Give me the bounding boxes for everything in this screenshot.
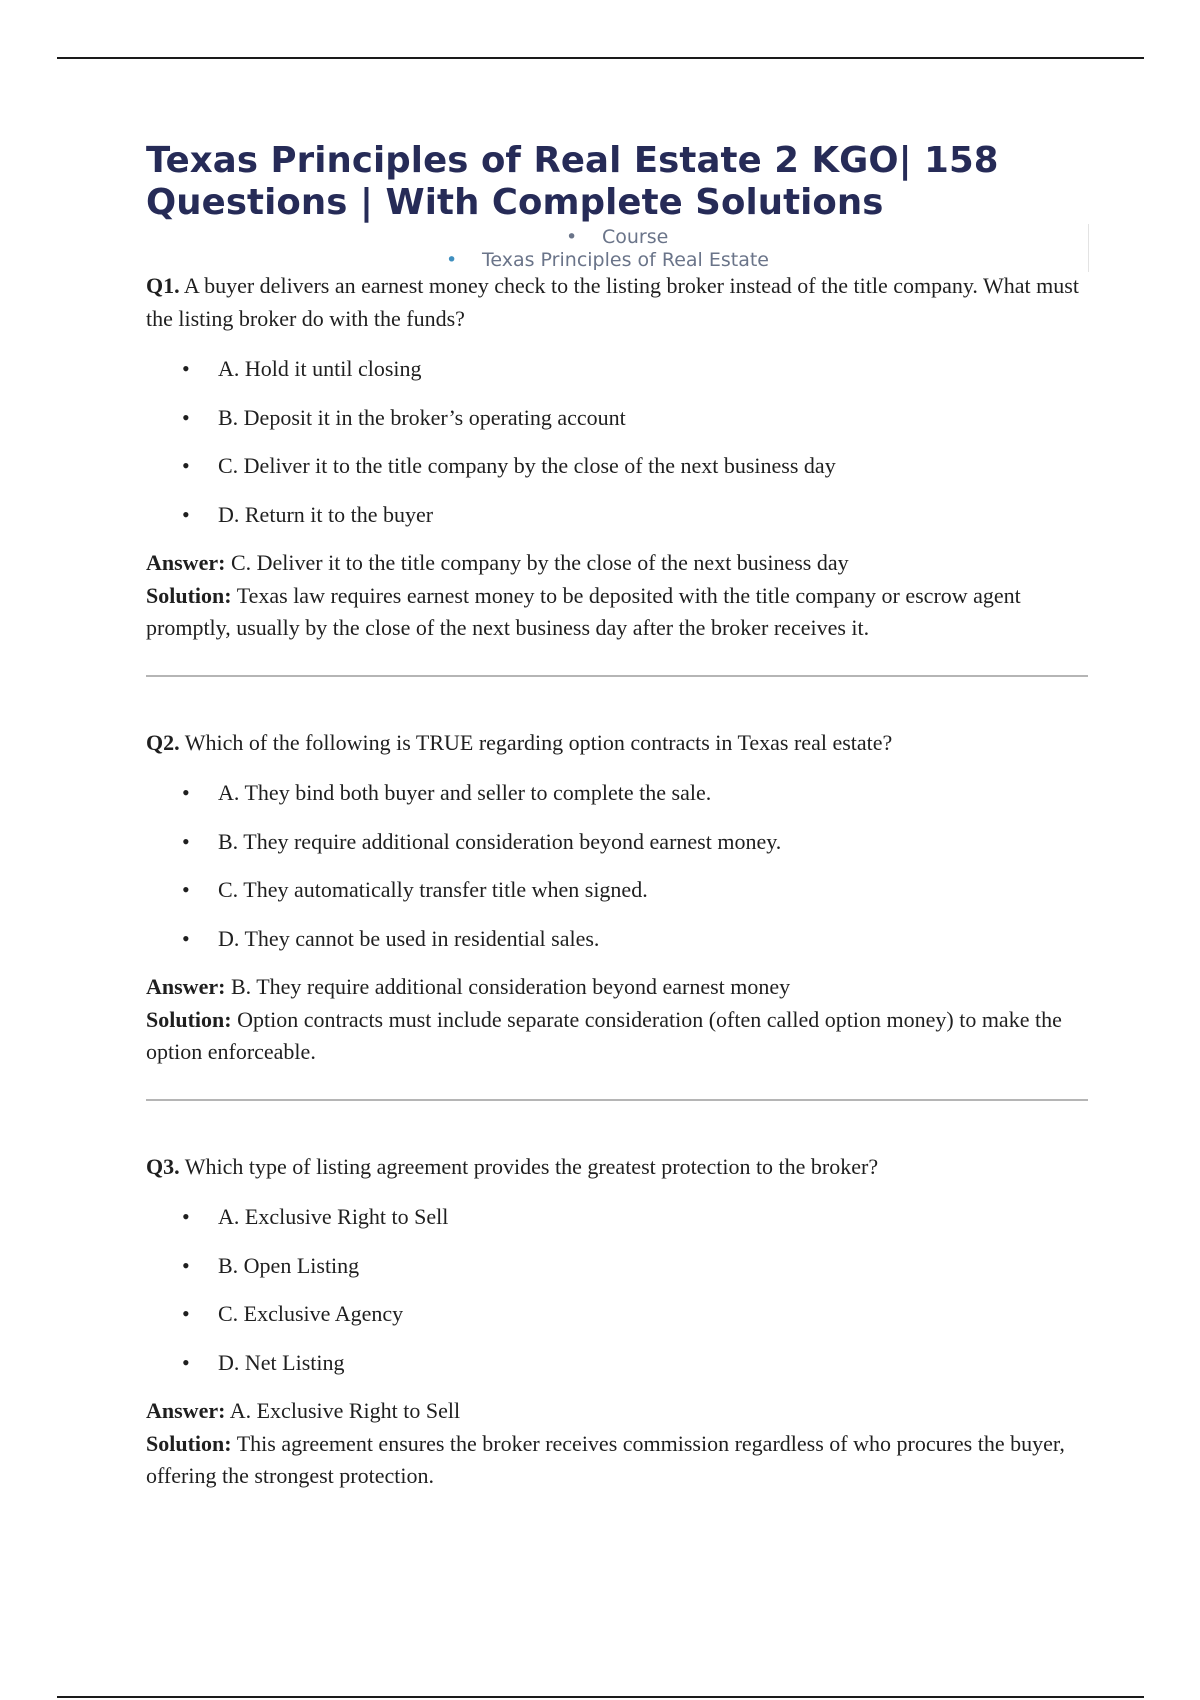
title-line-2: Questions | With Complete Solutions bbox=[146, 182, 884, 223]
options-list bbox=[146, 769, 1090, 963]
solution-label: Solution: bbox=[146, 1006, 232, 1032]
option-text: A. Exclusive Right to Sell bbox=[218, 1204, 449, 1229]
answer-label: Answer: bbox=[146, 550, 226, 575]
bullet-icon: • bbox=[182, 780, 190, 805]
answer-text: A. Exclusive Right to Sell bbox=[229, 1398, 461, 1423]
option-text: C. Deliver it to the title company by the close of the next business day bbox=[218, 453, 836, 478]
bullet-icon: • bbox=[182, 1252, 190, 1278]
meta-course-row bbox=[566, 226, 668, 249]
option-text: B. Open Listing bbox=[218, 1252, 360, 1278]
page-bottom-rule bbox=[57, 1696, 1144, 1698]
option-text: C. Exclusive Agency bbox=[218, 1301, 404, 1326]
question-separator bbox=[146, 1099, 1088, 1101]
bullet-icon: • bbox=[182, 501, 190, 527]
question-3 bbox=[146, 1151, 1090, 1493]
bullet-icon: • bbox=[182, 828, 190, 854]
page-top-rule bbox=[57, 57, 1144, 59]
answer-text: B. They require additional consideration beyond earnest money bbox=[230, 974, 791, 999]
option-text: A. Hold it until closing bbox=[218, 356, 422, 381]
options-list bbox=[146, 345, 1090, 539]
answer-label: Answer: bbox=[146, 1398, 226, 1423]
meta-course-name-row[interactable] bbox=[446, 249, 769, 272]
option-d bbox=[146, 915, 1090, 964]
option-d bbox=[146, 1339, 1090, 1388]
bullet-icon: • bbox=[182, 1301, 190, 1326]
option-d bbox=[146, 491, 1090, 540]
option-text: A. They bind both buyer and seller to complete the sale. bbox=[218, 780, 712, 805]
answer-label: Answer: bbox=[146, 974, 226, 999]
document-title bbox=[146, 140, 1090, 224]
options-list bbox=[146, 1193, 1090, 1387]
option-c bbox=[146, 866, 1090, 915]
question-text bbox=[146, 270, 1090, 335]
solution-line bbox=[146, 1004, 1090, 1069]
option-text: B. They require additional consideration beyond earnest money. bbox=[218, 828, 782, 854]
option-c bbox=[146, 1290, 1090, 1339]
answer-line bbox=[146, 1395, 1090, 1428]
bullet-icon: • bbox=[446, 249, 458, 271]
solution-label: Solution: bbox=[146, 1430, 232, 1456]
question-2 bbox=[146, 727, 1090, 1069]
question-label: Q3. bbox=[146, 1153, 180, 1179]
answer-line bbox=[146, 547, 1090, 580]
document-body bbox=[146, 140, 1090, 1493]
meta-course-label: Course bbox=[602, 226, 669, 248]
option-a bbox=[146, 1193, 1090, 1242]
solution-text: Texas law requires earnest money to be deposited with the title company or escrow agent promptly, usually by the close of the next business day after the broker receives it. bbox=[146, 582, 1021, 640]
question-1 bbox=[146, 270, 1090, 645]
solution-text: This agreement ensures the broker receives commission regardless of who procures the buyer, offering the strongest protection. bbox=[146, 1430, 1065, 1488]
bullet-icon: • bbox=[182, 404, 190, 430]
bullet-icon: • bbox=[566, 226, 578, 248]
option-a bbox=[146, 769, 1090, 818]
option-c bbox=[146, 442, 1090, 491]
question-prompt: Which of the following is TRUE regarding option contracts in Texas real estate? bbox=[184, 729, 893, 755]
question-text bbox=[146, 727, 1090, 760]
option-b bbox=[146, 1242, 1090, 1291]
answer-line bbox=[146, 971, 1090, 1004]
question-separator bbox=[146, 675, 1088, 677]
meta-course-name-link[interactable]: Texas Principles of Real Estate bbox=[482, 249, 769, 271]
option-text: C. They automatically transfer title when signed. bbox=[218, 877, 648, 902]
question-label: Q1. bbox=[146, 273, 180, 298]
bullet-icon: • bbox=[182, 1204, 190, 1229]
document-meta bbox=[146, 224, 1090, 270]
option-b bbox=[146, 394, 1090, 443]
question-text bbox=[146, 1151, 1090, 1184]
option-b bbox=[146, 818, 1090, 867]
option-text: D. Return it to the buyer bbox=[218, 501, 434, 527]
meta-divider bbox=[1088, 224, 1089, 272]
bullet-icon: • bbox=[182, 925, 190, 951]
bullet-icon: • bbox=[182, 1349, 190, 1375]
solution-line bbox=[146, 1428, 1090, 1493]
answer-text: C. Deliver it to the title company by the close of the next business day bbox=[230, 550, 849, 575]
bullet-icon: • bbox=[182, 356, 190, 381]
bullet-icon: • bbox=[182, 877, 190, 902]
question-prompt: A buyer delivers an earnest money check to the listing broker instead of the title company. What must the listing broker do with the funds? bbox=[146, 273, 1079, 331]
solution-text: Option contracts must include separate consideration (often called option money) to make the option enforceable. bbox=[146, 1006, 1062, 1064]
question-prompt: Which type of listing agreement provides the greatest protection to the broker? bbox=[184, 1153, 879, 1179]
title-line-1: Texas Principles of Real Estate 2 KGO| 158 bbox=[146, 140, 999, 181]
solution-label: Solution: bbox=[146, 582, 232, 608]
option-text: B. Deposit it in the broker’s operating account bbox=[218, 404, 626, 430]
option-a bbox=[146, 345, 1090, 394]
question-label: Q2. bbox=[146, 729, 180, 755]
solution-line bbox=[146, 580, 1090, 645]
bullet-icon: • bbox=[182, 453, 190, 478]
option-text: D. Net Listing bbox=[218, 1349, 345, 1375]
option-text: D. They cannot be used in residential sales. bbox=[218, 925, 600, 951]
